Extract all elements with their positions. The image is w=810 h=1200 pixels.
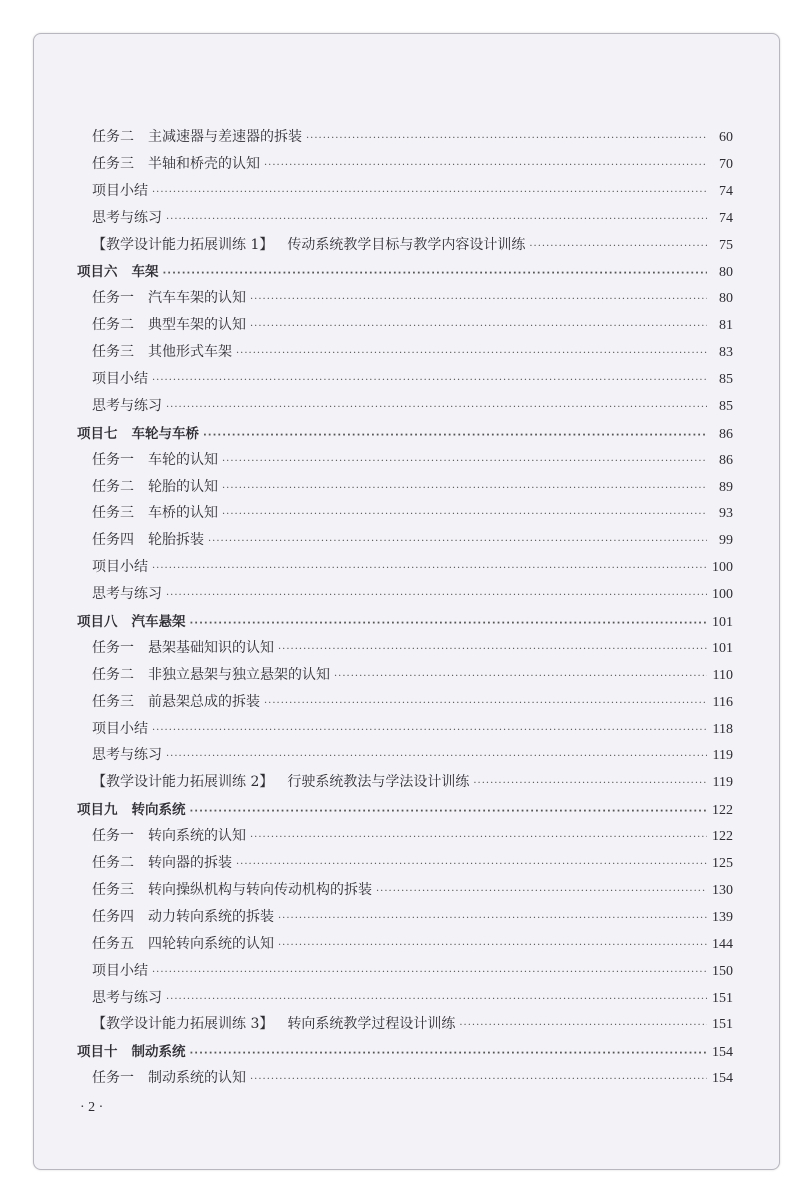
toc-entry-page: 74: [719, 210, 733, 226]
leader-dots: [152, 187, 707, 198]
toc-entry-prefix: 任务四: [92, 532, 134, 549]
toc-entry[interactable]: [77, 287, 733, 314]
toc-entry-prefix: 任务三: [92, 881, 134, 898]
toc-entry-page: 150: [712, 963, 733, 979]
toc-entry-page: 119: [712, 775, 733, 791]
leader-dots: [250, 294, 707, 305]
toc-entry[interactable]: [77, 1067, 733, 1094]
toc-entry-title: 转向系统教学过程设计训练: [287, 1016, 456, 1033]
leader-dots: [222, 483, 707, 494]
toc-entry-page: 101: [712, 640, 733, 656]
toc-entry-page: 85: [719, 372, 733, 388]
toc-entry-title: 转向操纵机构与转向传动机构的拆装: [148, 881, 372, 898]
toc-entry-title: 非独立悬架与独立悬架的认知: [148, 666, 330, 683]
toc-entry[interactable]: [77, 207, 733, 234]
toc-entry-title: 车桥的认知: [148, 505, 218, 522]
toc-entry-page: 75: [719, 237, 733, 253]
toc-entry[interactable]: [77, 556, 733, 583]
leader-dots: [222, 509, 707, 520]
toc-entry[interactable]: [77, 664, 733, 691]
toc-entry-prefix: 项目七: [77, 425, 118, 442]
toc-entry-prefix: 任务一: [92, 1070, 134, 1087]
toc-entry-title: 汽车车架的认知: [148, 290, 246, 307]
toc-entry-title: 思考与练习: [92, 586, 162, 603]
leader-dots: [152, 563, 707, 574]
toc-entry-page: 85: [719, 398, 733, 414]
toc-entry-prefix: 任务三: [92, 155, 134, 172]
toc-entry-title: 车轮与车桥: [131, 425, 199, 442]
toc-entry-prefix: 项目六: [77, 264, 118, 281]
leader-dots: [306, 133, 707, 144]
toc-entry[interactable]: [77, 718, 733, 745]
toc-entry-title: 项目小结: [92, 371, 148, 388]
toc-chapter-entry[interactable]: [77, 798, 733, 825]
toc-entry-title: 动力转向系统的拆装: [148, 908, 274, 925]
leader-dots: [208, 536, 707, 547]
toc-entry-page: 86: [719, 426, 733, 442]
toc-entry-page: 119: [712, 748, 733, 764]
toc-entry[interactable]: [77, 314, 733, 341]
leader-dots: [250, 1074, 707, 1085]
leader-dots: [250, 832, 707, 843]
toc-entry-title: 行驶系统教法与学法设计训练: [287, 774, 470, 791]
toc-entry-title: 思考与练习: [92, 989, 162, 1006]
toc-entry-title: 传动系统教学目标与教学内容设计训练: [287, 236, 526, 253]
toc-entry[interactable]: [77, 987, 733, 1014]
toc-chapter-entry[interactable]: [77, 422, 733, 449]
toc-entry[interactable]: [77, 825, 733, 852]
toc-entry-prefix: 任务一: [92, 639, 134, 656]
toc-entry[interactable]: [77, 341, 733, 368]
toc-entry-title: 项目小结: [92, 720, 148, 737]
toc-entry-page: 83: [719, 345, 733, 361]
leader-dots: [152, 725, 707, 736]
toc-entry-prefix: 任务二: [92, 855, 134, 872]
toc-entry-page: 86: [719, 452, 733, 468]
toc-entry-title: 项目小结: [92, 962, 148, 979]
toc-entry-title: 思考与练习: [92, 747, 162, 764]
leader-dots: [459, 1020, 707, 1031]
leader-dots: [163, 268, 708, 279]
toc-entry-title: 轮胎的认知: [148, 478, 218, 495]
leader-dots: [278, 940, 707, 951]
toc-entry[interactable]: [77, 449, 733, 476]
leader-dots: [166, 402, 707, 413]
toc-entry-title: 项目小结: [92, 182, 148, 199]
toc-entry[interactable]: [77, 960, 733, 987]
leader-dots: [166, 994, 707, 1005]
toc-entry-page: 118: [712, 721, 733, 737]
toc-entry-title: 车架: [131, 264, 159, 281]
toc-entry-prefix: 【教学设计能力拓展训练 2】: [92, 774, 274, 791]
leader-dots: [203, 430, 707, 441]
leader-dots: [250, 321, 707, 332]
toc-chapter-entry[interactable]: [77, 610, 733, 637]
toc-entry-title: 前悬架总成的拆装: [148, 693, 260, 710]
toc-entry-prefix: 项目十: [77, 1044, 118, 1061]
toc-entry-title: 制动系统的认知: [148, 1070, 246, 1087]
toc-entry-prefix: 【教学设计能力拓展训练 1】: [92, 236, 274, 253]
toc-entry-prefix: 任务三: [92, 693, 134, 710]
toc-entry-title: 轮胎拆装: [148, 532, 204, 549]
toc-entry[interactable]: [77, 933, 733, 960]
toc-entry-prefix: 任务一: [92, 828, 134, 845]
page-number: · 2 ·: [80, 1100, 104, 1115]
toc-entry[interactable]: [77, 234, 733, 261]
toc-entry-prefix: 任务二: [92, 666, 134, 683]
toc-entry-prefix: 任务五: [92, 935, 134, 952]
toc-entry[interactable]: [77, 637, 733, 664]
toc-entry[interactable]: [77, 395, 733, 422]
toc-entry-prefix: 任务一: [92, 290, 134, 307]
leader-dots: [278, 644, 707, 655]
toc-entry[interactable]: [77, 126, 733, 153]
toc-entry[interactable]: [77, 529, 733, 556]
toc-entry[interactable]: [77, 583, 733, 610]
leader-dots: [190, 618, 708, 629]
toc-entry-prefix: 【教学设计能力拓展训练 3】: [92, 1016, 274, 1033]
toc-entry-page: 125: [712, 856, 733, 872]
leader-dots: [278, 913, 707, 924]
toc-entry-page: 100: [712, 560, 733, 576]
toc-entry-title: 主减速器与差速器的拆装: [148, 129, 302, 145]
toc-entry[interactable]: [77, 153, 733, 180]
toc-entry-title: 思考与练习: [92, 209, 162, 226]
toc-entry[interactable]: [77, 476, 733, 503]
toc-entry-page: 122: [712, 829, 733, 845]
toc-entry-page: 89: [719, 479, 733, 495]
leader-dots: [166, 214, 707, 225]
toc-entry-title: 典型车架的认知: [148, 317, 246, 334]
toc-entry-page: 144: [712, 936, 733, 952]
toc-entry-page: 116: [712, 694, 733, 710]
leader-dots: [152, 375, 707, 386]
toc-entry-page: 100: [712, 587, 733, 603]
toc-entry-page: 93: [719, 506, 733, 522]
toc-entry-page: 139: [712, 909, 733, 925]
leader-dots: [236, 348, 707, 359]
leader-dots: [334, 671, 707, 682]
leader-dots: [190, 806, 708, 817]
toc-entry-title: 其他形式车架: [148, 344, 232, 361]
toc-entry-page: 80: [719, 291, 733, 307]
toc-entry-prefix: 任务一: [92, 451, 134, 468]
toc-entry-prefix: 任务四: [92, 908, 134, 925]
toc-entry-prefix: 任务三: [92, 505, 134, 522]
toc-entry[interactable]: [77, 691, 733, 718]
toc-entry-page: 60: [719, 130, 733, 145]
toc-chapter-entry[interactable]: [77, 260, 733, 287]
toc-entry-prefix: 项目九: [77, 802, 118, 819]
toc-entry-title: 转向系统的认知: [148, 828, 246, 845]
toc-entry-prefix: 项目八: [77, 614, 118, 631]
leader-dots: [152, 967, 707, 978]
toc-entry-prefix: 任务二: [92, 317, 134, 334]
toc-entry-title: 思考与练习: [92, 397, 162, 414]
toc-chapter-entry[interactable]: [77, 1040, 733, 1067]
toc-entry-page: 154: [712, 1071, 733, 1087]
toc-entry-page: 154: [712, 1045, 733, 1061]
toc-entry-prefix: 任务三: [92, 344, 134, 361]
leader-dots: [264, 698, 707, 709]
toc-entry-page: 122: [712, 803, 733, 819]
toc-entry-title: 四轮转向系统的认知: [148, 935, 274, 952]
leader-dots: [473, 778, 707, 789]
toc-entry[interactable]: [77, 852, 733, 879]
toc-entry[interactable]: [77, 502, 733, 529]
toc-entry-title: 转向系统: [131, 802, 186, 819]
toc-entry-page: 151: [712, 990, 733, 1006]
leader-dots: [190, 1048, 708, 1059]
leader-dots: [166, 751, 707, 762]
toc-entry-title: 制动系统: [131, 1044, 186, 1061]
leader-dots: [222, 456, 707, 467]
toc-entry-page: 80: [719, 265, 733, 281]
toc-entry[interactable]: [77, 906, 733, 933]
toc-entry[interactable]: [77, 1013, 733, 1040]
leader-dots: [264, 160, 707, 171]
toc-entry-page: 70: [719, 156, 733, 172]
leader-dots: [166, 590, 707, 601]
leader-dots: [376, 886, 707, 897]
toc-entry-title: 悬架基础知识的认知: [148, 639, 274, 656]
leader-dots: [529, 241, 707, 252]
toc-entry-page: 101: [712, 615, 733, 631]
toc-entry[interactable]: [77, 368, 733, 395]
toc-entry[interactable]: [77, 879, 733, 906]
toc-entry-prefix: 任务二: [92, 478, 134, 495]
toc-entry-page: 110: [712, 667, 733, 683]
toc-entry-title: 转向器的拆装: [148, 855, 232, 872]
leader-dots: [236, 859, 707, 870]
toc-entry[interactable]: [77, 744, 733, 771]
toc-entry[interactable]: [77, 180, 733, 207]
toc-entry-page: 81: [719, 318, 733, 334]
toc-entry-page: 99: [719, 533, 733, 549]
toc-entry-page: 130: [712, 882, 733, 898]
table-of-contents: [77, 126, 733, 1094]
toc-entry-page: 74: [719, 183, 733, 199]
toc-entry[interactable]: [77, 771, 733, 798]
toc-entry-title: 车轮的认知: [148, 451, 218, 468]
toc-entry-title: 项目小结: [92, 559, 148, 576]
toc-entry-prefix: 任务二: [92, 129, 134, 145]
toc-entry-page: 151: [712, 1017, 733, 1033]
toc-entry-title: 半轴和桥壳的认知: [148, 155, 260, 172]
toc-entry-title: 汽车悬架: [131, 614, 186, 631]
